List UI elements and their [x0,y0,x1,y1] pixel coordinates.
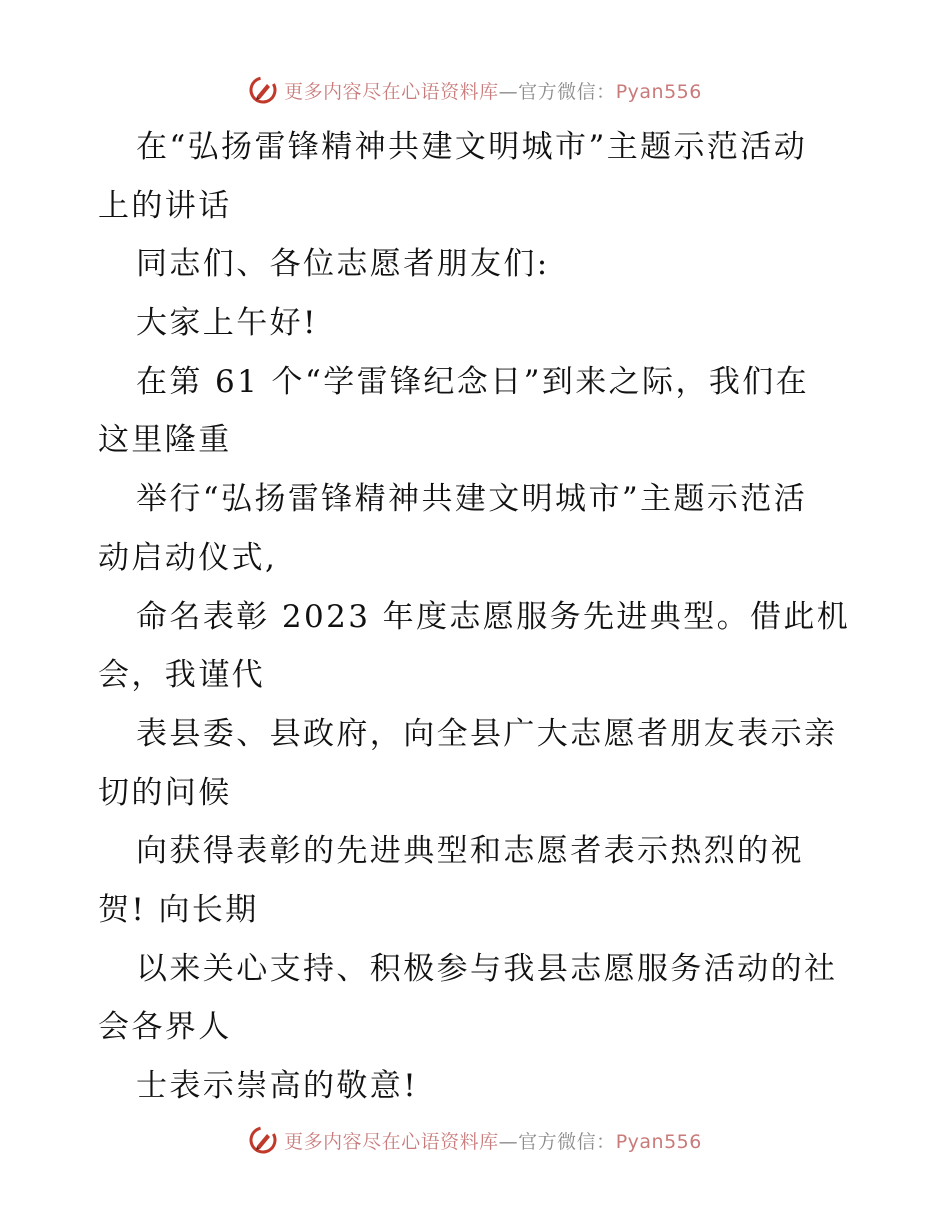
watermark-text [284,1127,702,1154]
text-line: 贺! 向长期 [98,891,259,928]
watermark-suffix: 官方微信： [518,1130,616,1153]
text-line: 命名表彰 2023 年度志愿服务先进典型。借此机 [136,598,851,635]
text-line: 切的问候 [98,774,232,811]
watermark-suffix: 官方微信： [518,80,616,103]
text-line: 动启动仪式, [98,539,278,576]
text-line: 会，我谨代 [98,657,265,694]
text-line: 举行“弘扬雷锋精神共建文明城市”主题示范活 [136,481,808,518]
text-line: 在“弘扬雷锋精神共建文明城市”主题示范活动 [136,129,808,165]
text-line: 士表示崇高的敬意! [136,1068,419,1104]
watermark-wechat-id: Pyan556 [615,80,702,103]
text-line: 同志们、各位志愿者朋友们: [136,246,550,283]
watermark-wechat-id: Pyan556 [615,1130,702,1153]
watermark-prefix: 更多内容尽在心语资料库 [284,1130,499,1153]
text-line: 大家上午好! [136,305,318,342]
watermark-prefix: 更多内容尽在心语资料库 [284,80,499,103]
watermark-text [284,77,702,104]
pen-logo-icon [248,1125,278,1155]
text-line: 会各界人 [98,1009,232,1046]
text-line: 以来关心支持、积极参与我县志愿服务活动的社 [136,950,838,987]
header-watermark [0,70,950,110]
text-line: 这里隆重 [98,422,232,459]
footer-watermark [0,1120,950,1160]
text-line: 在第 61 个“学雷锋纪念日”到来之际，我们在 [136,363,810,400]
text-line: 上的讲话 [98,187,232,224]
document-body [98,118,858,1116]
text-line: 向获得表彰的先进典型和志愿者表示热烈的祝 [136,833,804,870]
text-line: 表县委、县政府，向全县广大志愿者朋友表示亲 [136,715,838,752]
pen-logo-icon [248,75,278,105]
watermark-dash: — [498,1130,519,1153]
watermark-dash: — [498,80,519,103]
